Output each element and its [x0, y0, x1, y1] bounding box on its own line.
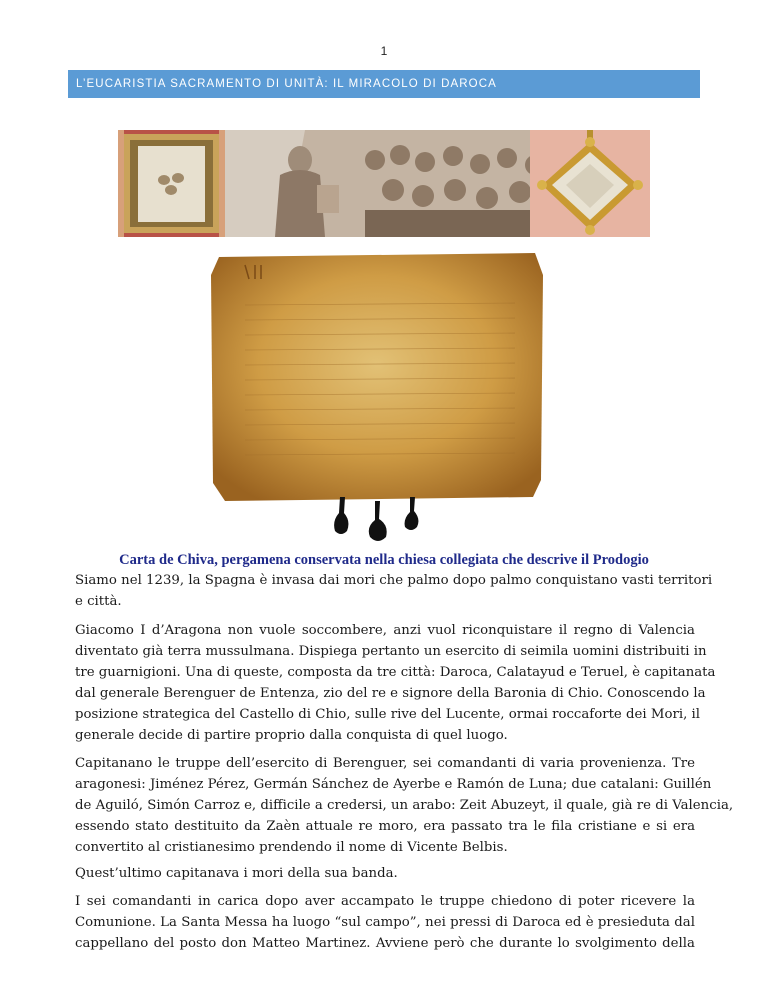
text-line: generale decide di partire proprio dalla conquista di quel luogo. — [75, 728, 508, 743]
photo-strip — [118, 130, 650, 237]
text-line: e città. — [75, 594, 122, 609]
text-line: I sei comandanti in carica dopo aver accampato le truppe chiedono di poter ricevere la — [75, 894, 695, 909]
text-line: cappellano del posto don Matteo Martinez. Avviene però che durante lo svolgimento della — [75, 936, 695, 951]
text-line: Quest’ultimo capitanava i mori della sua banda. — [75, 866, 398, 881]
diamond-reliquary-photo — [530, 130, 650, 237]
figure-caption: Carta de Chiva, pergamena conservata nella chiesa collegiata che descrive il Prodogio — [119, 552, 649, 568]
page-number: 1 — [380, 44, 388, 58]
parchment-image — [205, 245, 550, 550]
text-line: Capitanano le truppe dell’esercito di Berenguer, sei comandanti di varia provenienza. Tre — [75, 756, 695, 771]
text-line: tre guarnigioni. Una di queste, composta da tre città: Daroca, Calatayud e Teruel, è capitanata — [75, 665, 716, 680]
section-banner: L’EUCARISTIA SACRAMENTO DI UNITÀ: IL MIRACOLO DI DAROCA — [68, 70, 700, 98]
text-line: diventato già terra mussulmana. Dispiega pertanto un esercito di seimila uomini distribuiti in — [75, 644, 707, 659]
text-line: Siamo nel 1239, la Spagna è invasa dai mori che palmo dopo palmo conquistano vasti territori — [75, 573, 713, 588]
text-line: posizione strategica del Castello di Chio, sulle rive del Lucente, ormai roccaforte dei Mori, il — [75, 707, 701, 722]
text-line: convertito al cristianesimo prendendo il nome di Vicente Belbis. — [75, 840, 508, 855]
text-line: dal generale Berenguer de Entenza, zio del re e signore della Baronia di Chio. Conoscendo la — [75, 686, 706, 701]
text-line: Comunione. La Santa Messa ha luogo “sul campo”, nei pressi di Daroca ed è presieduta dal — [75, 915, 695, 930]
text-line: Giacomo I d’Aragona non vuole soccombere, anzi vuol riconquistare il regno di Valencia — [75, 623, 695, 638]
text-line: de Aguiló, Simón Carroz e, difficile a credersi, un arabo: Zeit Abuzeyt, il quale, già re di Valencia, — [75, 798, 734, 813]
paragraph-2 — [75, 620, 716, 746]
paragraph-4 — [75, 863, 695, 884]
paragraph-5 — [75, 891, 695, 954]
paragraph-3 — [75, 753, 734, 858]
text-line: essendo stato destituito da Zaèn attuale re moro, era passato tra le fila cristiane e si era — [75, 819, 695, 834]
paragraph-1 — [75, 570, 713, 612]
text-line: aragonesi: Jiménez Pérez, Germán Sánchez de Ayerbe e Ramón de Luna; due catalani: Guillén — [75, 777, 712, 792]
reliquary-photo — [118, 130, 225, 237]
